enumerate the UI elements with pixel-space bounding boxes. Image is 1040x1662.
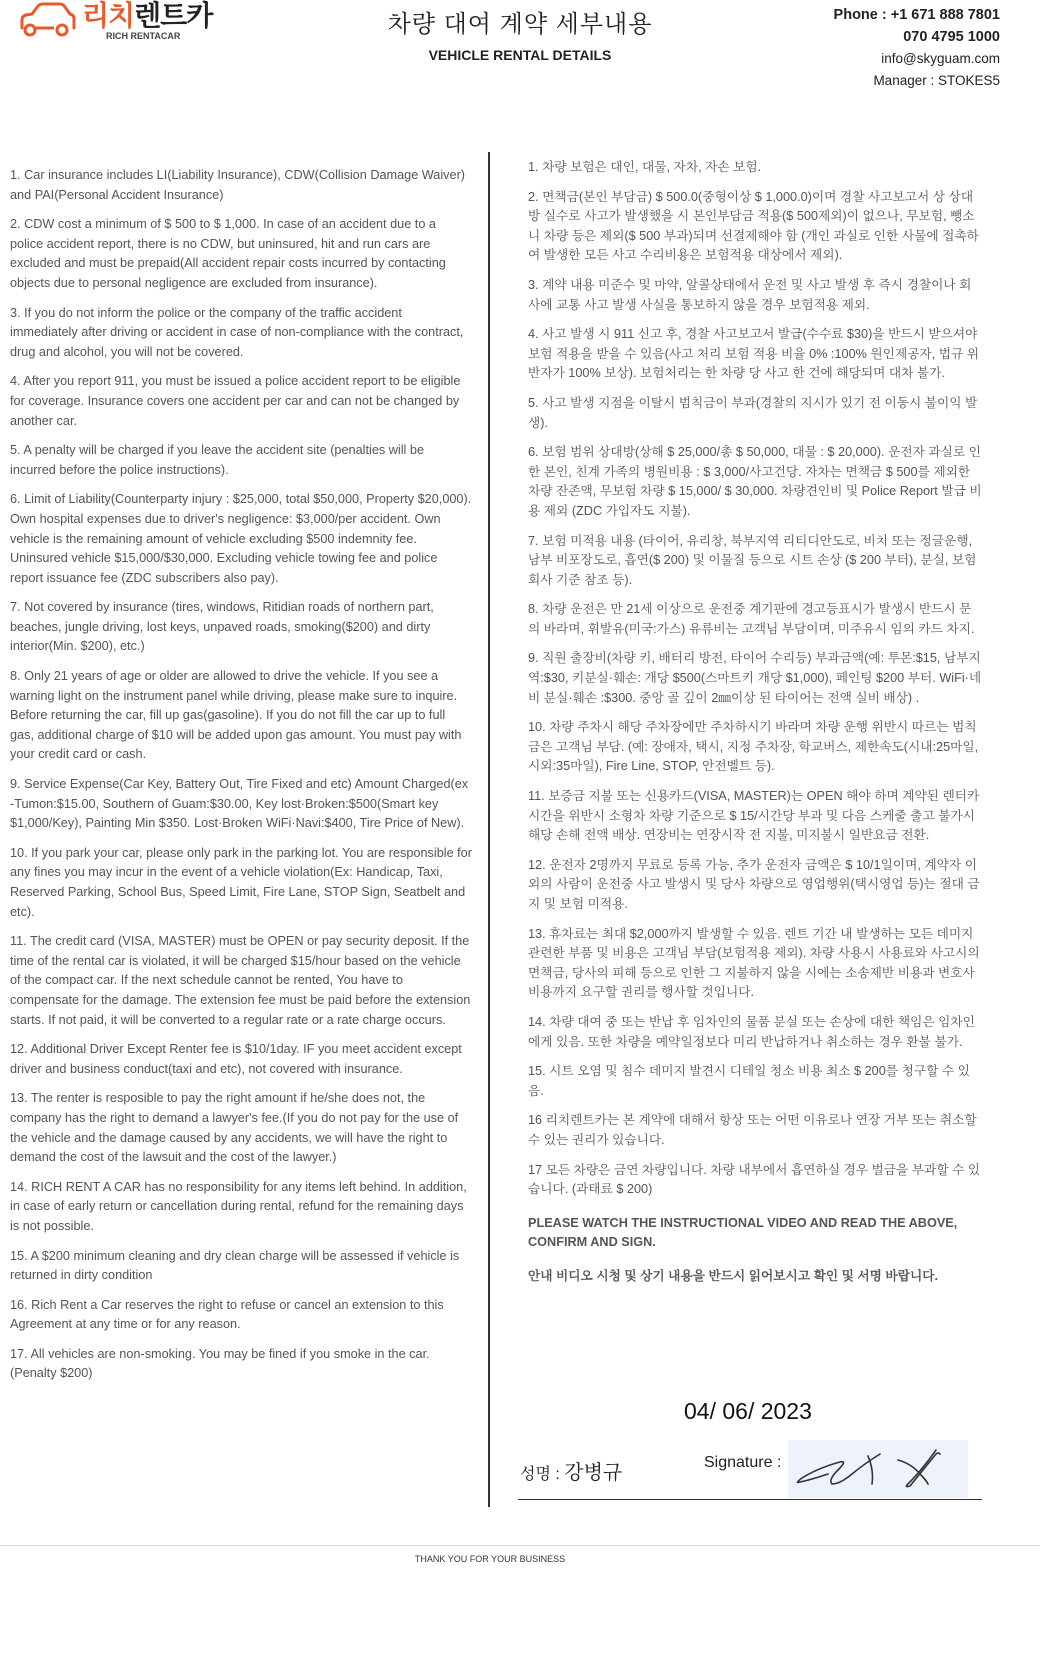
title-korean: 차량 대여 계약 세부내용 (387, 11, 653, 38)
phone-primary: Phone : +1 671 888 7801 (833, 7, 1000, 23)
term-en-14: 14. RICH RENT A CAR has no responsibility for any items left behind. In addition, in case of early return or cancellation during rental, refund for the remaining days is not possible. (10, 1179, 467, 1233)
title-english: VEHICLE RENTAL DETAILS (428, 47, 612, 63)
term-ko-1: 1. 차량 보험은 대인, 대물, 자차, 자손 보험. (528, 160, 762, 174)
term-en-2: 2. CDW cost a minimum of $ 500 to $ 1,000. In case of an accident due to a police accident report, there is no CDW, but uninsured, hit and run cars are excluded and must be prepaid(All accident repair costs incurred by contacting objects due to personal negligence are excluded from insurance). (10, 217, 446, 290)
signature-field[interactable] (788, 1440, 968, 1498)
phone-secondary: 070 4795 1000 (903, 29, 1000, 45)
logo-text-a: 리치 (82, 0, 135, 31)
term-ko-6: 6. 보험 범위 상대방(상해 $ 25,000/총 $ 50,000, 대물 : $ 20,000). 운전자 과실로 인한 본인, 친계 가족의 병원비용 : $ 3,000/사고건당. 자차는 면책금 $ 500를 제외한 차량 잔존액, 무보험 차량 $ 15,000/ $ 30,000. 차량견인비 및 Police Report 발급 비용 제외 (ZDC 가입자도 지불). (528, 445, 982, 518)
term-en-7: 7. Not covered by insurance (tires, windows, Ritidian roads of northern part, beaches, jungle driving, lost keys, unpaved roads, smoking($200) and dirty interior(Min. $200), etc.) (10, 600, 434, 654)
term-ko-8: 8. 차량 운전은 만 21세 이상으로 운전중 계기판에 경고등표시가 발생시 반드시 문의 바라며, 휘발유(미국:가스) 유류비는 고객님 부담이며, 미주유시 임의 카드 차지. (528, 602, 975, 636)
signature-row (520, 1448, 980, 1498)
term-en-6: 6. Limit of Liability(Counterparty injury : $25,000, total $50,000, Property $20,000). Own hospital expenses due to driver's negligence: $3,000/per accident. Own vehicle is the remaining amount of vehicle excluding $500 indemnity fee. Uninsured vehicle $15,000/$30,000. Excluding vehicle towing fee and police report issuance fee (ZDC subscribers also pay). (10, 492, 472, 585)
footer-text: THANK YOU FOR YOUR BUSINESS (414, 1554, 566, 1564)
notice-english: PLEASE WATCH THE INSTRUCTIONAL VIDEO AND READ THE ABOVE, CONFIRM AND SIGN. (528, 1215, 958, 1250)
signature-label: Signature : (704, 1454, 782, 1471)
term-ko-4: 4. 사고 발생 시 911 신고 후, 경찰 사고보고서 발급(수수료 $30)을 반드시 받으셔야 보험 적용을 받을 수 있음(사고 처리 보험 적용 비율 0% :100% 원인제공자, 법규 위반자가 100% 보상). 보험처리는 한 차량 당 사고 한 건에 해당되며 대차 불가. (528, 327, 980, 381)
signing-date: 04/ 06/ 2023 (684, 1398, 812, 1424)
term-en-1: 1. Car insurance includes LI(Liability Insurance), CDW(Collision Damage Waiver) and PAI(Personal Accident Insurance) (10, 168, 466, 202)
term-en-17: 17. All vehicles are non-smoking. You may be fined if you smoke in the car. (Penalty $200) (10, 1346, 430, 1381)
terms-korean (528, 158, 983, 1297)
notice-korean: 안내 비디오 시청 및 상기 내용을 반드시 읽어보시고 확인 및 서명 바랍니다. (528, 1268, 938, 1283)
term-ko-11: 11. 보증금 지불 또는 신용카드(VISA, MASTER)는 OPEN 해야 하며 계약된 렌터카 시간을 위반시 소형차 차량 기준으로 $ 15/시간당 부과 및 다음 스케줄 출고 불가시 해당 손해 전액 배상. 연장비는 연장시작 전 지불, 미지불시 일반요금 전환. (528, 789, 980, 843)
term-ko-15: 15. 시트 오염 및 침수 데미지 발견시 디테일 청소 비용 최소 $ 200를 청구할 수 있음. (528, 1064, 970, 1098)
term-en-5: 5. A penalty will be charged if you leave the accident site (penalties will be incurred before the police instructions). (10, 443, 424, 477)
term-ko-2: 2. 면책금(본인 부담금) $ 500.0(중형이상 $ 1,000.0)이며 경찰 사고보고서 상 상대방 실수로 사고가 발생했을 시 본인부담금 적용($ 500제외)이 없으나, 무보험, 뺑소니 차량 등은 제외($ 500 부과)되며 선결제해야 함 (개인 과실로 인한 사물에 접촉하여 발생한 모든 사고 수리비용은 보험적용 대상에서 제외). (528, 189, 979, 263)
term-ko-17: 17 모든 차량은 금연 차량입니다. 차량 내부에서 흡연하실 경우 벌금을 부과할 수 있습니다. (과태료 $ 200) (528, 1162, 981, 1197)
contact-email: info@skyguam.com (881, 51, 1000, 66)
footer-divider (0, 1545, 1040, 1546)
column-divider (488, 152, 490, 1507)
signature-mark (788, 1440, 968, 1498)
term-en-4: 4. After you report 911, you must be issued a police accident report to be eligible for coverage. Insurance covers one accident per car and can not be changed by another car. (10, 374, 461, 428)
manager-name: Manager : STOKES5 (873, 73, 1000, 88)
term-ko-5: 5. 사고 발생 지점을 이탈시 범칙금이 부과(경찰의 지시가 있기 전 이동시 불이익 발생). (528, 395, 978, 430)
document-title (340, 4, 700, 63)
name-label: 성명 : (520, 1466, 565, 1483)
logo-text-b: 렌트카 (134, 0, 213, 31)
term-ko-16: 16 리치렌트카는 본 계약에 대해서 항상 또는 어떤 이유로나 연장 거부 또는 취소할 수 있는 권리가 있습니다. (528, 1113, 977, 1147)
renter-name (520, 1456, 622, 1485)
term-ko-3: 3. 계약 내용 미준수 및 마약, 알콜상태에서 운전 및 사고 발생 후 즉시 경찰이나 회사에 교통 사고 발생 사실을 통보하지 않을 경우 보험적용 제외. (528, 277, 972, 312)
term-en-10: 10. If you park your car, please only park in the parking lot. You are responsible for any fines you may incur in the event of a vehicle violation(Ex: Handicap, Taxi, Reserved Parking, School Bus, Speed Limit, Fire Lane, STOP Sign, Seatbelt and etc). (10, 845, 472, 919)
company-logo (18, 2, 212, 41)
term-en-11: 11. The credit card (VISA, MASTER) must be OPEN or pay security deposit. If the time of the rental car is violated, it will be charged $15/hour based on the vehicle of the compact car. If the next schedule cannot be rented, You have to compensate for the damage. The extension fee must be paid before the extension starts. If not paid, it will be converted to a regular rate or a rate charge occurs. (10, 934, 471, 1027)
car-logo-icon (18, 2, 78, 40)
term-ko-14: 14. 차량 대여 중 또는 반납 후 임차인의 물품 분실 또는 손상에 대한 책임은 임차인에게 있음. 또한 차량을 예약일정보다 미리 반납하거나 취소하는 경우 환불 불가. (528, 1014, 975, 1049)
term-en-3: 3. If you do not inform the police or the company of the traffic accident immediately after driving or accident in case of non-compliance with the contract, drug and alcohol, you will not be covered. (10, 305, 464, 359)
term-en-12: 12. Additional Driver Except Renter fee is $10/1day. IF you meet accident except driver and business conduct(taxi and etc), not covered with insurance. (10, 1042, 462, 1076)
term-en-16: 16. Rich Rent a Car reserves the right to refuse or cancel an extension to this Agreement at any time or for any reason. (10, 1297, 444, 1332)
term-ko-13: 13. 휴차료는 최대 $2,000까지 발생할 수 있음. 렌트 기간 내 발생하는 모든 데미지 관련한 부품 및 비용은 고객님 부담(보험적용 제외). 차량 사용시 사용료와 사고시의 면책금, 당사의 피해 등으로 인한 그 지불하지 않을 시에는 소송제반 비용과 변호사 비용까지 요구할 권리를 행사할 것입니다. (528, 926, 980, 1000)
term-ko-10: 10. 차량 주차시 해당 주차장에만 주차하시기 바라며 차량 운행 위반시 따르는 범칙금은 고객님 부담. (예: 장애자, 택시, 지정 주차장, 학교버스, 제한속도(시내:25마일, 시외:35마일), Fire Line, STOP, 안전벨트 등). (528, 720, 979, 774)
term-ko-9: 9. 직원 출장비(차량 키, 배터리 방전, 타이어 수리등) 부과금액(예: 투몬:$15, 남부지역:$30, 키분실·훼손: 개당 $500(스마트키 개당 $1,000), 페인팅 $200 부터. WiFi·네비 분실·훼손 :$300. 중앙 골 깊이 2㎜이상 된 타이어는 전액 실비 배상) . (528, 651, 982, 705)
term-en-9: 9. Service Expense(Car Key, Battery Out, Tire Fixed and etc) Amount Charged(ex -Tumon:$15.00, Southern of Guam:$30.00, Key lost·Broken:$500(Smart key $1,000/Key), Painting Min $350. Lost·Broken WiFi·Navi:$400, Tire Price of New). (10, 777, 469, 831)
contact-info (834, 4, 1000, 92)
term-ko-12: 12. 운전자 2명까지 무료로 등록 가능, 추가 운전자 금액은 $ 10/1일이며, 계약자 이외의 사람이 운전중 사고 발생시 및 당사 차량으로 영업행위(택시영업 등)는 절대 금지 및 보험 미적용. (528, 857, 980, 911)
term-en-15: 15. A $200 minimum cleaning and dry clean charge will be assessed if vehicle is returned in dirty condition (10, 1248, 460, 1283)
signature-line (518, 1499, 982, 1500)
logo-subtitle: RICH RENTACAR (106, 31, 181, 41)
term-ko-7: 7. 보험 미적용 내용 (타이어, 유리창, 북부지역 리티디안도로, 비치 또는 정글운행, 남부 비포장도로, 흡연($ 200) 및 이물질 등으로 시트 손상 ($ 200 부터), 분실, 보험회사 기준 참조 등). (528, 533, 977, 587)
term-en-13: 13. The renter is resposible to pay the right amount if he/she does not, the company has the right to demand a lawyer's fee.(If you do not pay for the use of the vehicle and the damage caused by any accidents, we will have the right to demand the cost of the lawsuit and the cost of the lawyer.) (10, 1091, 459, 1165)
terms-english (10, 166, 472, 1394)
term-en-8: 8. Only 21 years of age or older are allowed to drive the vehicle. If you see a warning light on the instrument panel while driving, please make sure to inquire. Before returning the car, fill up gas(gasoline). If you do not fill the car up to full gas, additional charge of $10 will be added upon gas amount. You must pay with your credit card or cash. (10, 669, 462, 762)
name-value: 강병규 (564, 1462, 623, 1484)
